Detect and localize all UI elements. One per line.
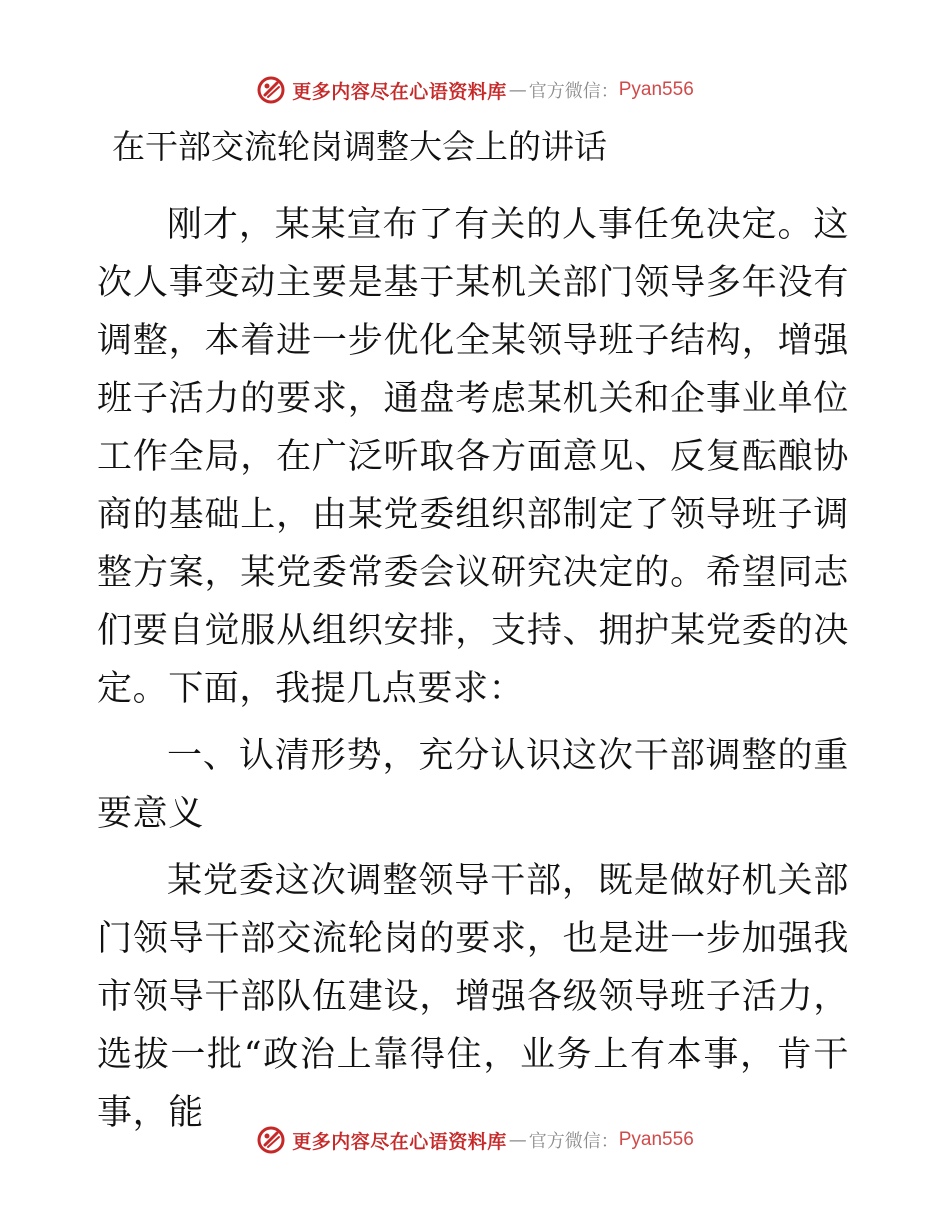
document-title: 在干部交流轮岗调整大会上的讲话 — [112, 127, 607, 166]
watermark-wechat-id: Pyan556 — [618, 79, 694, 100]
watermark-brand-text: 更多内容尽在心语资料库 — [292, 1130, 507, 1153]
watermark-separator: — — [508, 79, 527, 101]
paragraph-intro: 刚才，某某宣布了有关的人事任免决定。这次人事变动主要是基于某机关部门领导多年没有调整，本着进一步优化全某领导班子结构，增强班子活力的要求，通盘考虑某机关和企事业单位工作全局，在广泛听取各方面意见、反复酝酿协商的基础上，由某党委组织部制定了领导班子调整方案，某党委常委会议研究决定的。希望同志们要自觉服从组织安排，支持、拥护某党委的决定。下面，我提几点要求： — [97, 205, 849, 709]
watermark-wechat-label: 官方微信： — [528, 1131, 619, 1152]
watermark-wechat-label: 官方微信： — [528, 81, 619, 102]
watermark-banner-top — [0, 70, 950, 110]
watermark-separator: — — [508, 1129, 527, 1151]
watermark-wechat-id: Pyan556 — [618, 1129, 694, 1150]
watermark-brand-text: 更多内容尽在心语资料库 — [292, 80, 507, 103]
paragraph-section-1: 某党委这次调整领导干部，既是做好机关部门领导干部交流轮岗的要求，也是进一步加强我市领导干部队伍建设，增强各级领导班子活力，选拔一批“政治上靠得住，业务上有本事，肯干事，能 — [97, 861, 849, 1133]
watermark-banner-bottom — [0, 1120, 950, 1160]
document-body — [97, 196, 849, 1151]
section-heading-1: 一、认清形势，充分认识这次干部调整的重要意义 — [97, 736, 849, 834]
logo-icon — [256, 1125, 286, 1155]
logo-icon — [256, 75, 286, 105]
